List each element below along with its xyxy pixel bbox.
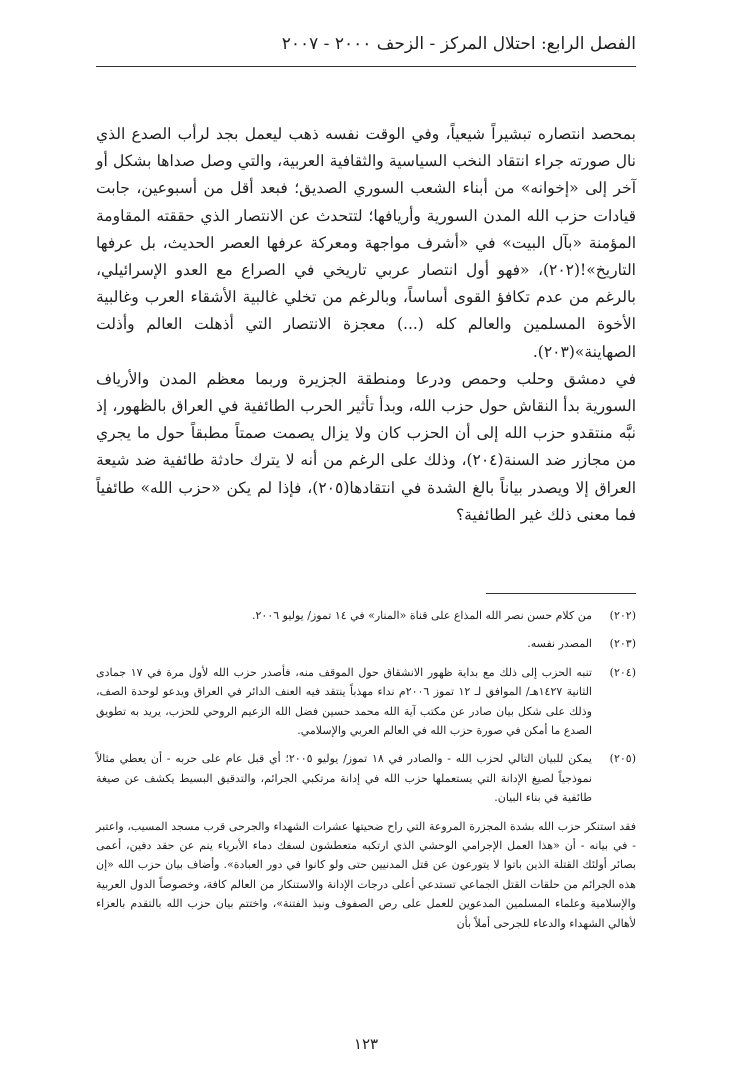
footnote-203 xyxy=(96,634,636,653)
footnote-text: تنبه الحزب إلى ذلك مع بداية ظهور الانشقاق حول الموقف منه، فأصدر حزب الله لأول مرة في ١٧ جمادى الثانية ١٤٢٧هـ/ الموافق لـ ١٢ تموز ٢٠٠٦م نداء مهذباً ينتقد فيه العنف الدائر في العراق ويدعو لوحدة الصف، وذلك على شكل بيان صادر عن مكتب آية الله محمد حسين فضل الله الزعيم الروحي للحزب، يريد به تطويق الصدع ما أمكن في صورة حزب الله في العالم العربي والإسلامي. xyxy=(96,665,592,738)
footnote-text: المصدر نفسه. xyxy=(527,637,592,651)
running-header: الفصل الرابع: احتلال المركز - الزحف ٢٠٠٠ - ٢٠٠٧ xyxy=(281,34,636,54)
footnote-number: (٢٠٣) xyxy=(609,637,636,651)
body-paragraph: في دمشق وحلب وحمص ودرعا ومنطقة الجزيرة وربما معظم المدن والأرياف السورية بدأ النقاش حول حزب الله، وبدأ تأثير الحرب الطائفية في العراق بالظهور، إذ نبَّه منتقدو حزب الله إلى أن الحزب كان ولا يزال يصمت صمتاً مطبقاً حول ما يجري من مجازر ضد السنة(٢٠٤)، وذلك على الرغم من أنه لا يترك حادثة طائفية ضد شيعة العراق إلا ويصدر بياناً بالغ الشدة في انتقادها(٢٠٥)، فإذا لم يكن «حزب الله» طائفياً فما معنى ذلك غير الطائفية؟ xyxy=(96,369,636,524)
footnotes-section xyxy=(96,606,636,933)
footnote-divider xyxy=(486,593,636,594)
body-paragraph: بمحصد انتصاره تبشيراً شيعياً، وفي الوقت نفسه ذهب ليعمل بجد لرأب الصدع الذي نال صورته جراء انتقاد النخب السياسية والثقافية العربية، والتي وصل صداها بشكل أو آخر إلى «إخوانه» من أبناء الشعب السوري الصديق؛ فبعد أقل من أسبوعين، جابت قيادات حزب الله المدن السورية وأريافها؛ لتتحدث عن الانتصار الذي حققته المقاومة المؤمنة «بآل البيت» في «أشرف مواجهة ومعركة عرفها العصر الحديث، بل عرفها التاريخ»!(٢٠٢)، «فهو أول انتصار عربي تاريخي في الصراع مع العدو الإسرائيلي، بالرغم من عدم تكافؤ القوى أساساً، وبالرغم من تخلي غالبية الأشقاء العرب وغالبية الأخوة المسلمين والعالم كله (...) معجزة الانتصار التي أذهلت العالم وأذلت الصهاينة»(٢٠٣). xyxy=(96,125,636,361)
footnote-205 xyxy=(96,749,636,807)
header-divider xyxy=(96,66,636,67)
footnote-number: (٢٠٢) xyxy=(609,609,636,622)
main-text xyxy=(96,121,636,529)
footnote-text: يمكن للبيان التالي لحزب الله - والصادر في ١٨ تموز/ يوليو ٢٠٠٥؛ أي قبل عام على حربه - أن يعطي مثالاً نموذجياً لصيغ الإدانة التي يستعملها حزب الله في إدانة مرتكبي الجرائم، والتدقيق البسيط يكشف عن صيغة طائفية في بناء البيان. xyxy=(96,752,592,805)
footnote-204 xyxy=(96,663,636,741)
footnote-text: من كلام حسن نصر الله المذاع على قناة «المنار» في ١٤ تموز/ يوليو ٢٠٠٦. xyxy=(252,609,592,622)
footnote-continuation-text: فقد استنكر حزب الله بشدة المجزرة المروعة التي راح ضحيتها عشرات الشهداء والجرحى قرب مسجد المسيب، واعتبر - في بيانه - أن «هذا العمل الإجرامي الوحشي الذي ارتكبه متعطشون لسفك دماء الأبرياء ينم عن حقد دفين، أعمى بصائر أولئك القتلة الذين باتوا لا يتورعون عن قتل المدنيين حتى ولو كانوا في دور العبادة». وأضاف بيان حزب الله «إن هذه الجرائم من حلقات القتل الجماعي تستدعي أعلى درجات الإدانة والاستنكار من العالم كافة، وخصوصاً الدول العربية والإسلامية وعلماء المسلمين المدعوين للعمل على رص الصفوف ونبذ الفتنة»، واختتم بيان حزب الله بالتقدم بالعزاء لأهالي الشهداء والدعاء للجرحى أملاً بأن xyxy=(96,819,636,930)
footnote-202 xyxy=(96,606,636,625)
footnote-number: (٢٠٥) xyxy=(609,752,636,766)
footnote-number: (٢٠٤) xyxy=(609,665,636,679)
page-number: ١٢٣ xyxy=(353,1035,379,1053)
footnote-continuation xyxy=(96,817,636,933)
